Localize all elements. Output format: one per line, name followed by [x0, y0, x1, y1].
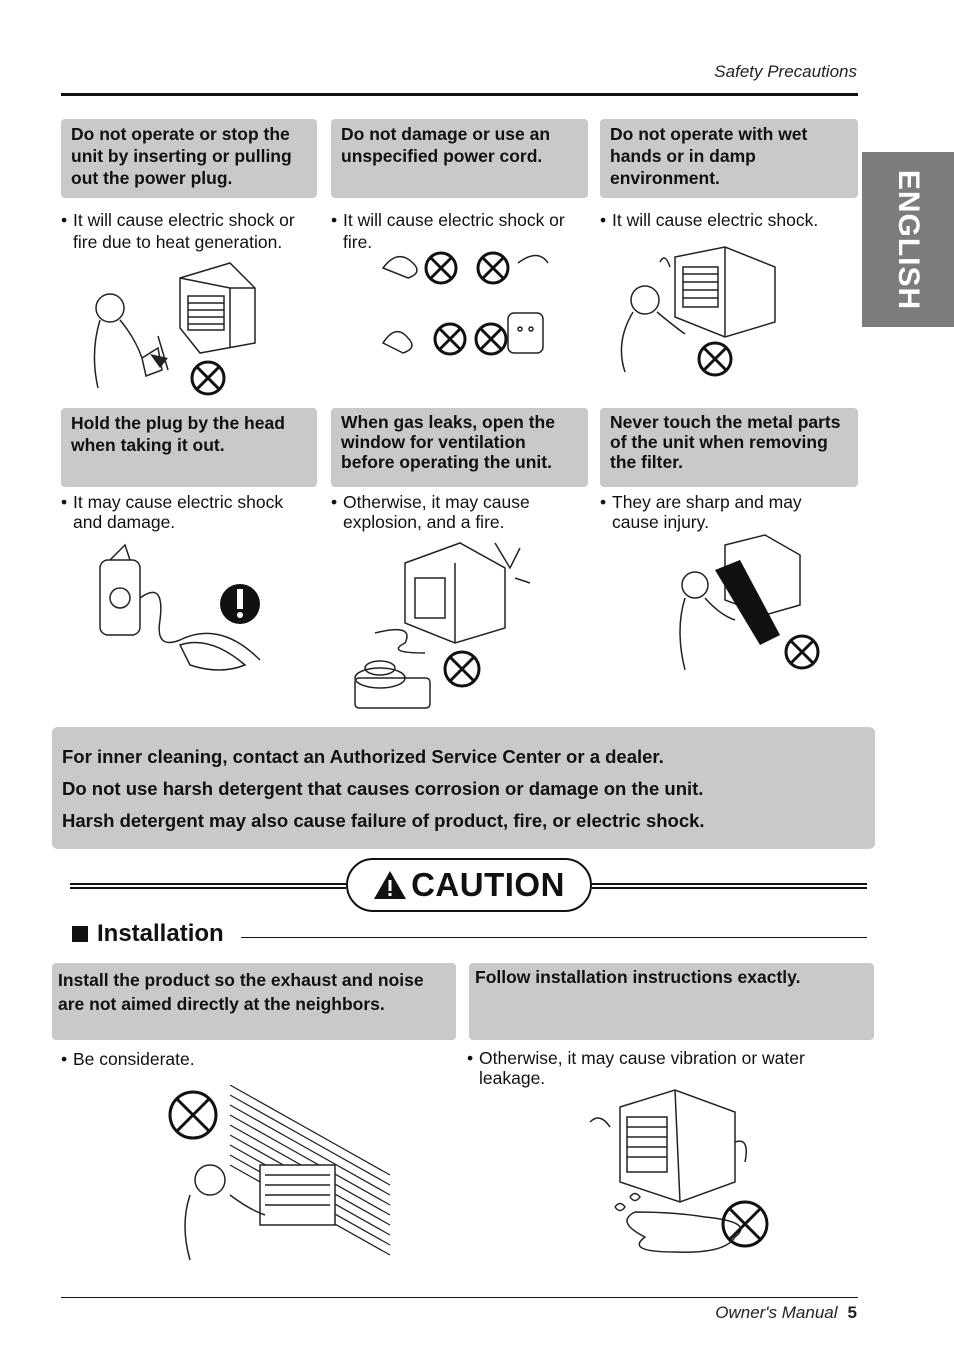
footer-rule	[61, 1297, 858, 1298]
warning-box-hold-plug	[61, 408, 317, 487]
banner-line: Harsh detergent may also cause failure of product, fire, or electric shock.	[62, 810, 705, 831]
caution-title: Follow installation instructions exactly.	[475, 967, 801, 987]
prohibited-icon	[445, 652, 479, 686]
language-tab-label: ENGLISH	[892, 169, 925, 310]
page-number: 5	[847, 1303, 857, 1322]
warning-title: Never touch the metal parts of the unit when removing the filter.	[610, 412, 841, 472]
warning-box-gas-leak	[331, 408, 588, 487]
caution-label-box	[346, 858, 592, 912]
prohibited-icon	[426, 253, 508, 354]
cleaning-warning-banner	[52, 727, 875, 849]
warning-title: Do not operate or stop the unit by inserting or pulling out the power plug.	[71, 124, 292, 188]
language-tab	[862, 152, 954, 327]
caution-note: • Be considerate.	[61, 1049, 195, 1069]
warning-exclamation-icon	[220, 584, 260, 624]
page-footer	[715, 1303, 857, 1323]
footer-manual-title: Owner's Manual	[715, 1303, 838, 1322]
gas-leak-illustration	[345, 538, 535, 718]
prohibited-icon	[723, 1202, 767, 1246]
caution-rule-left	[70, 883, 346, 889]
warning-title: When gas leaks, open the window for ventilation before operating the unit.	[341, 412, 555, 472]
warning-note: • Otherwise, it may cause explosion, and a fire.	[331, 492, 530, 532]
prohibited-icon	[170, 1092, 216, 1138]
prohibited-icon	[786, 636, 818, 668]
installation-heading	[72, 920, 224, 948]
wet-hands-illustration	[605, 242, 785, 382]
caution-box-exhaust-noise	[52, 963, 456, 1040]
square-bullet-icon	[72, 926, 88, 942]
metal-parts-illustration	[665, 530, 825, 675]
warning-triangle-icon	[373, 870, 407, 900]
warning-title: Hold the plug by the head when taking it out.	[71, 413, 285, 455]
header-rule	[61, 93, 858, 96]
neighbors-exhaust-illustration	[165, 1085, 395, 1265]
warning-title: Do not operate with wet hands or in damp environment.	[610, 124, 808, 188]
prohibited-icon	[192, 362, 224, 394]
page-section-title: Safety Precautions	[714, 62, 857, 81]
unplugging-illustration	[80, 258, 260, 398]
banner-line: For inner cleaning, contact an Authorized Service Center or a dealer.	[62, 746, 664, 767]
hold-plug-illustration	[70, 540, 270, 690]
banner-line: Do not use harsh detergent that causes corrosion or damage on the unit.	[62, 778, 704, 799]
caution-note: • Otherwise, it may cause vibration or water leakage.	[467, 1048, 805, 1088]
warning-box-metal-parts	[600, 408, 858, 487]
warning-note: • It may cause electric shock and damage.	[61, 492, 284, 532]
warning-box-wet-hands	[600, 119, 858, 198]
caution-title: Install the product so the exhaust and noise are not aimed directly at the neighbors.	[58, 970, 424, 1014]
warning-title: Do not damage or use an unspecified power cord.	[341, 124, 551, 166]
warning-box-power-cord	[331, 119, 588, 198]
warning-note: • It will cause electric shock or fire.	[331, 210, 565, 252]
caution-rule-right	[592, 883, 867, 889]
caution-label: CAUTION	[411, 866, 565, 903]
water-leakage-illustration	[585, 1082, 775, 1267]
installation-heading-text: Installation	[97, 920, 224, 947]
warning-box-power-plug	[61, 119, 317, 198]
warning-note: • It will cause electric shock or fire due to heat generation.	[61, 210, 295, 252]
warning-note: • It will cause electric shock.	[600, 210, 819, 230]
installation-rule	[241, 937, 867, 938]
prohibited-icon	[699, 343, 731, 375]
caution-header	[70, 858, 867, 914]
caution-box-installation-instructions	[469, 963, 874, 1040]
damaged-cord-illustration	[378, 243, 568, 368]
warning-note: • They are sharp and may cause injury.	[600, 492, 802, 532]
